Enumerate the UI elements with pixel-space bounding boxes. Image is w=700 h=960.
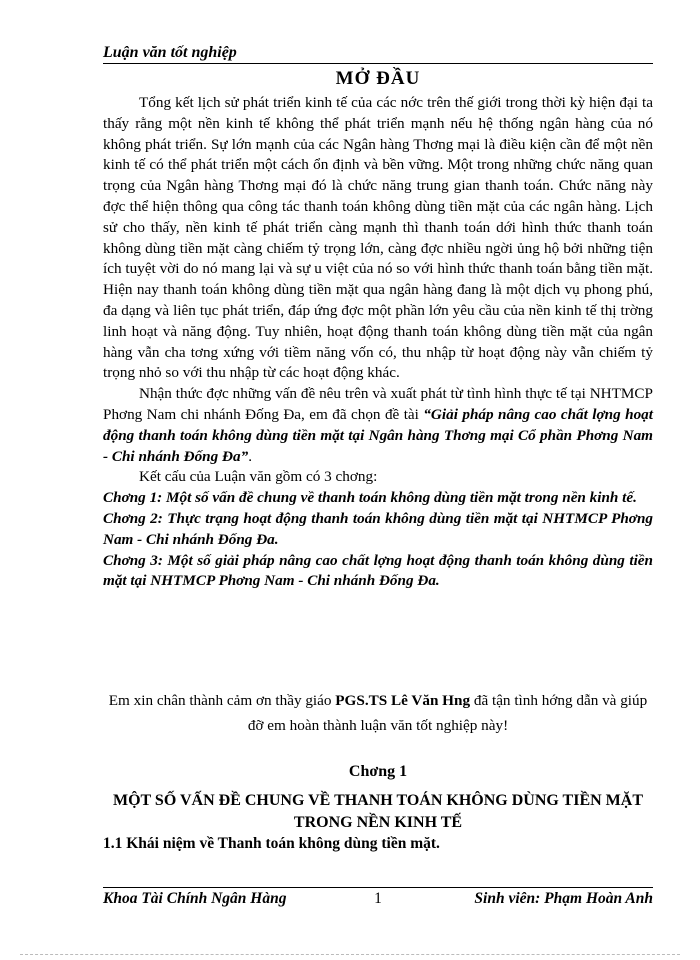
acknowledgement — [103, 688, 653, 738]
chapter-summary-1: Chơng 1: Một số vấn đề chung về thanh toán không dùng tiền mặt trong nền kinh tế. — [103, 489, 637, 507]
body-text — [103, 93, 653, 592]
page-number: 1 — [374, 890, 382, 907]
topic-intro-text: Nhận thức đợc những vấn đề nêu trên và xuất phát từ tình hình thực tế tại NHTMCP Phơng Nam chi nhánh Đống Đa, em đã chọn đề tài — [103, 385, 653, 423]
chapter-title: MỘT SỐ VẤN ĐỀ CHUNG VỀ THANH TOÁN KHÔNG DÙNG TIỀN MẶT TRONG NỀN KINH TẾ — [112, 792, 643, 831]
paragraph-structure: Kết cấu của Luận văn gồm có 3 chơng: — [139, 468, 378, 486]
footer-divider — [103, 887, 653, 888]
chapter-summary-2: Chơng 2: Thực trạng hoạt động thanh toán không dùng tiền mặt tại NHTMCP Phơng Nam - Chi nhánh Đống Đa. — [103, 509, 653, 548]
page-title: MỞ ĐẦU — [335, 68, 421, 89]
chapter-label: Chơng 1 — [348, 763, 408, 780]
chapter-summary-3: Chơng 3: Một số giải pháp nâng cao chất lợng hoạt động thanh toán không dùng tiền mặt tại NHTMCP Phơng Nam - Chi nhánh Đống Đa. — [103, 551, 653, 590]
paragraph-topic — [103, 384, 653, 467]
topic-end-text: . — [248, 447, 252, 465]
thanks-after: đã tận tình hớng dẫn và giúp đỡ em hoàn thành luận văn tốt nghiệp này! — [247, 692, 648, 734]
thesis-topic: “Giải pháp nâng cao chất lợng hoạt động thanh toán không dùng tiền mặt tại Ngân hàng Thơng mại Cổ phần Phơng Nam - Chi nhánh Đống Đa” — [103, 405, 653, 465]
footer-department: Khoa Tài Chính Ngân Hàng — [103, 890, 287, 907]
running-header: Luận văn tốt nghiệp — [103, 44, 653, 64]
page-break-line — [20, 954, 680, 955]
section-heading: 1.1 Khái niệm về Thanh toán không dùng tiền mặt. — [103, 835, 440, 852]
paragraph-intro: Tổng kết lịch sử phát triển kinh tế của các nớc trên thế giới trong thời kỳ hiện đại ta thấy rằng một nền kinh tế không thể phát triển mạnh nếu hệ thống ngân hàng của nó không phát triển. Sự lớn mạnh của các Ngân hàng Thơng mại là điều kiện cần để một nền kinh tế có thể phát triển một cách ổn định và bền vững. Một trong những chức năng quan trọng của Ngân hàng Thơng mại đó là chức năng trung gian thanh toán. Chức năng này đợc thể hiện thông qua công tác thanh toán không dùng tiền mặt của các ngân hàng. Lịch sử cho thấy, nền kinh tế phát triển càng mạnh thì thanh toán dới hình thức thanh toán không dùng tiền mặt càng chiếm tỷ trọng lớn, càng đợc nhiều ngời ủng hộ bởi những tiện ích tuyệt vời do nó mang lại và sự u việt của nó so với hình thức thanh toán bằng tiền mặt. Hiện nay thanh toán không dùng tiền mặt qua ngân hàng đang là một dịch vụ phong phú, đa dạng và liên tục phát triển, đáp ứng đợc một phần lớn yêu cầu của nền kinh tế thị trờng linh hoạt và năng động. Tuy nhiên, hoạt động thanh toán không dùng tiền mặt của ngân hàng vẫn cha tơng xứng với tiềm năng vốn có, thu nhập từ hoạt động này vẫn chiếm tỷ trọng nhỏ so với thu nhập từ các hoạt động khác. — [103, 94, 653, 382]
advisor-name: PGS.TS Lê Văn Hng — [335, 692, 471, 709]
thanks-before: Em xin chân thành cảm ơn thầy giáo — [108, 692, 336, 709]
footer-student: Sinh viên: Phạm Hoàn Anh — [474, 890, 653, 907]
